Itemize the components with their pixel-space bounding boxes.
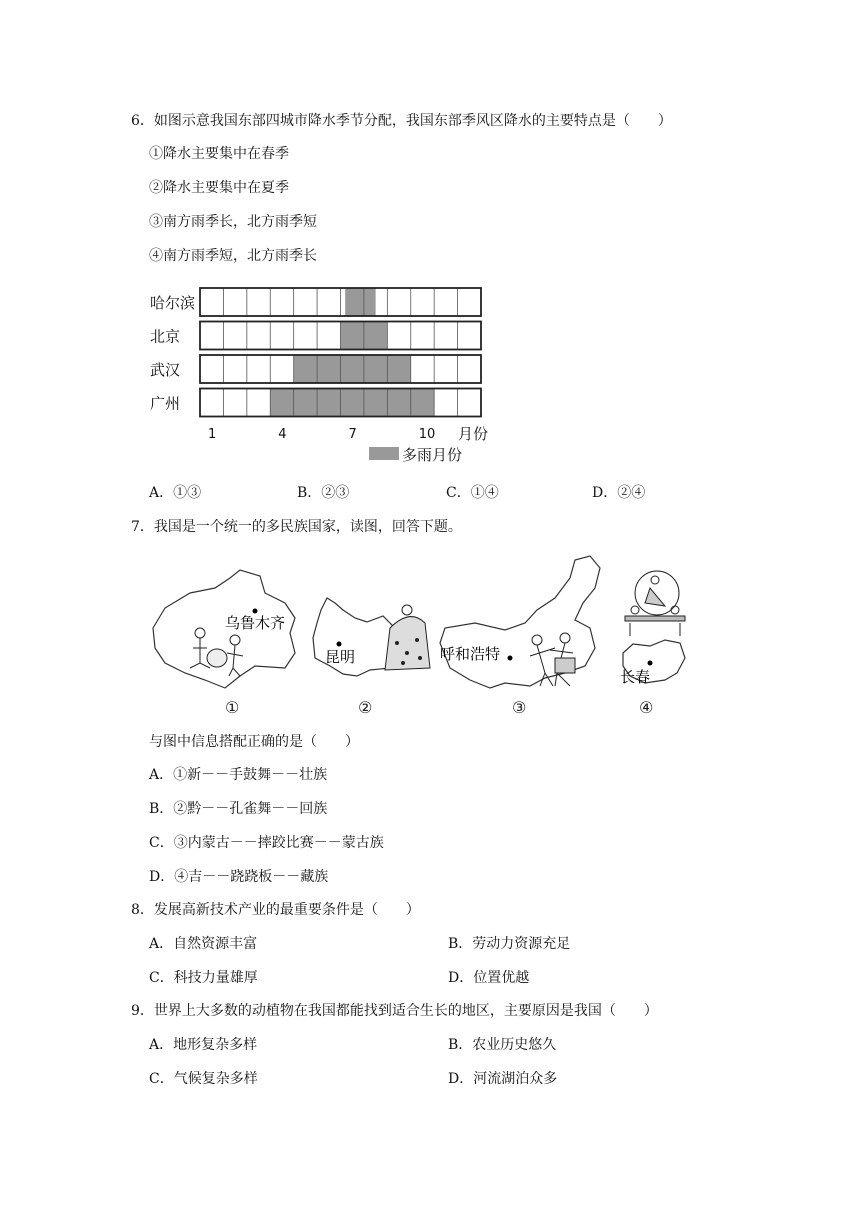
x-tick-label: 1 bbox=[208, 427, 217, 442]
city-label: 哈尔滨 bbox=[150, 294, 196, 312]
map-label-changchun: 长春 bbox=[620, 668, 651, 686]
x-tick-label: 10 bbox=[418, 427, 436, 442]
ethnic-maps-figure bbox=[145, 548, 695, 720]
q8-option-b[interactable]: B．劳动力资源充足 bbox=[448, 936, 571, 952]
x-tick-label: 4 bbox=[278, 427, 287, 442]
x-tick-label: 7 bbox=[348, 427, 357, 442]
x-axis-label: 月份 bbox=[458, 425, 489, 443]
map-number-3: ③ bbox=[512, 698, 527, 717]
rainfall-season-chart bbox=[140, 280, 510, 470]
q9-option-c[interactable]: C．气候复杂多样 bbox=[149, 1071, 258, 1087]
q6-statement-2: ②降水主要集中在夏季 bbox=[149, 180, 289, 196]
q6-option-a[interactable]: A．①③ bbox=[149, 485, 202, 501]
q9-stem: 9．世界上大多数的动植物在我国都能找到适合生长的地区，主要原因是我国（ ） bbox=[131, 1003, 658, 1019]
q7-sub-stem: 与图中信息搭配正确的是（ ） bbox=[149, 734, 359, 750]
legend-swatch bbox=[369, 447, 399, 460]
q6-statement-4: ④南方雨季短，北方雨季长 bbox=[149, 248, 317, 264]
q8-option-c[interactable]: C．科技力量雄厚 bbox=[149, 970, 258, 986]
q7-option-d[interactable]: D．④吉－－跷跷板－－藏族 bbox=[149, 869, 329, 885]
map-label-kunming: 昆明 bbox=[325, 648, 356, 666]
map-label-urumqi: 乌鲁木齐 bbox=[225, 614, 286, 632]
q9-option-b[interactable]: B．农业历史悠久 bbox=[448, 1037, 557, 1053]
rainy-months-bar bbox=[270, 389, 434, 417]
rainy-months-bar bbox=[294, 355, 411, 383]
map-number-1: ① bbox=[225, 698, 240, 717]
q6-option-b[interactable]: B．②③ bbox=[297, 485, 350, 501]
q9-option-d[interactable]: D．河流湖泊众多 bbox=[448, 1071, 558, 1087]
q7-option-c[interactable]: C．③内蒙古－－摔跤比赛－－蒙古族 bbox=[149, 835, 384, 851]
city-label: 广州 bbox=[150, 394, 181, 413]
q6-statement-3: ③南方雨季长，北方雨季短 bbox=[149, 214, 317, 230]
rainy-months-bar bbox=[345, 288, 375, 316]
q8-option-d[interactable]: D．位置优越 bbox=[448, 970, 530, 986]
q6-option-c[interactable]: C．①④ bbox=[446, 485, 499, 501]
q7-stem: 7．我国是一个统一的多民族国家，读图，回答下题。 bbox=[131, 519, 462, 535]
q6-statement-1: ①降水主要集中在春季 bbox=[149, 146, 289, 162]
q9-option-a[interactable]: A．地形复杂多样 bbox=[149, 1037, 258, 1053]
map-label-hohhot: 呼和浩特 bbox=[440, 645, 501, 663]
city-label: 北京 bbox=[150, 327, 181, 346]
legend-label: 多雨月份 bbox=[402, 446, 463, 464]
q8-stem: 8．发展高新技术产业的最重要条件是（ ） bbox=[131, 902, 420, 918]
q7-option-b[interactable]: B．②黔－－孔雀舞－－回族 bbox=[149, 801, 328, 817]
q6-stem: 6．如图示意我国东部四城市降水季节分配，我国东部季风区降水的主要特点是（ ） bbox=[131, 113, 672, 129]
q6-option-d[interactable]: D．②④ bbox=[592, 485, 646, 501]
map-inner-mongolia bbox=[440, 556, 600, 688]
q7-option-a[interactable]: A．①新－－手鼓舞－－壮族 bbox=[149, 767, 328, 783]
map-number-2: ② bbox=[358, 698, 373, 717]
city-label: 武汉 bbox=[150, 361, 181, 379]
map-number-4: ④ bbox=[639, 698, 654, 717]
q8-option-a[interactable]: A．自然资源丰富 bbox=[149, 936, 258, 952]
map-jilin bbox=[623, 571, 685, 683]
